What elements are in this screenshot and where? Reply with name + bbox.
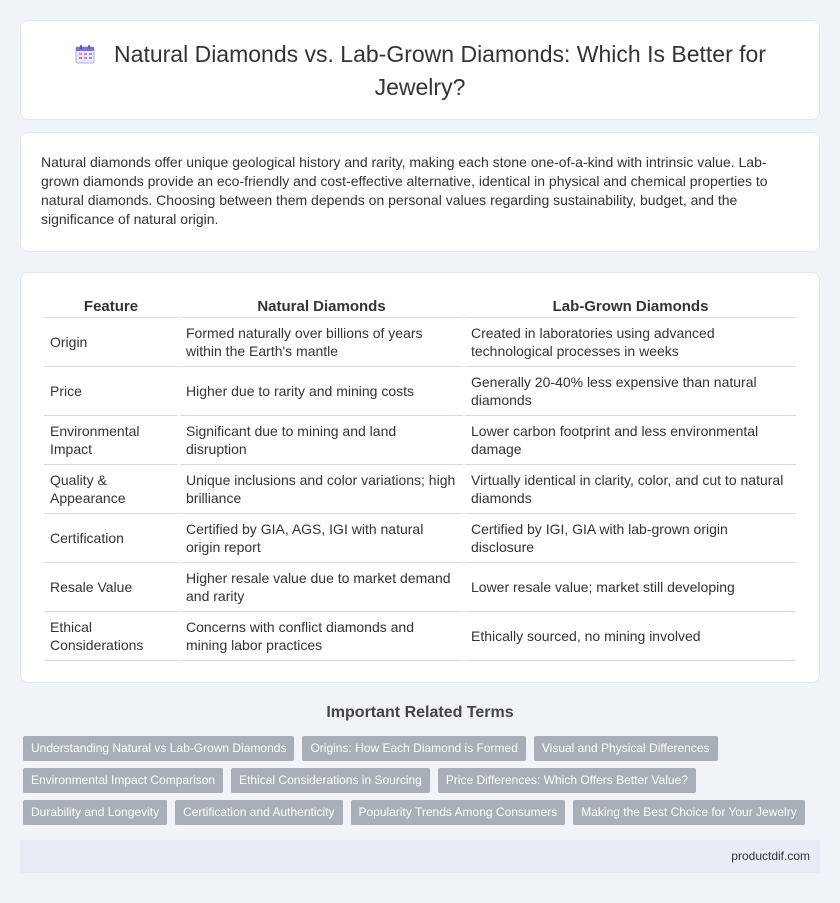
page-title xyxy=(51,39,789,102)
row-lab-grown: Generally 20-40% less expensive than natural diamonds xyxy=(465,367,796,416)
row-feature: Price xyxy=(44,367,178,416)
row-natural: Concerns with conflict diamonds and mining labor practices xyxy=(180,612,463,661)
related-tags-row xyxy=(20,736,820,761)
related-tags-row xyxy=(20,768,820,793)
related-tag[interactable]: Environmental Impact Comparison xyxy=(23,768,223,793)
related-tag[interactable]: Ethical Considerations in Sourcing xyxy=(231,768,430,793)
row-natural: Higher due to rarity and mining costs xyxy=(180,367,463,416)
footer xyxy=(20,840,820,873)
row-feature: Origin xyxy=(44,318,178,367)
summary-text: Natural diamonds offer unique geological history and rarity, making each stone one-of-a-kind with intrinsic value. Lab-grown diamonds provide an eco-friendly and cost-effective alternative, identical in physical and chemical properties to natural diamonds. Choosing between them depends on personal values regarding sustainability, budget, and the significance of natural origin. xyxy=(41,154,768,227)
table-row xyxy=(44,514,796,563)
row-feature: Certification xyxy=(44,514,178,563)
title-card xyxy=(20,20,820,120)
comparison-table-card xyxy=(20,272,820,683)
row-feature: Ethical Considerations xyxy=(44,612,178,661)
table-row xyxy=(44,416,796,465)
table-row xyxy=(44,465,796,514)
row-feature: Environmental Impact xyxy=(44,416,178,465)
row-lab-grown: Lower carbon footprint and less environmental damage xyxy=(465,416,796,465)
table-row xyxy=(44,612,796,661)
related-tag[interactable]: Making the Best Choice for Your Jewelry xyxy=(573,800,804,825)
table-row xyxy=(44,367,796,416)
row-lab-grown: Ethically sourced, no mining involved xyxy=(465,612,796,661)
related-tag[interactable]: Price Differences: Which Offers Better Value? xyxy=(438,768,696,793)
header-lab-grown: Lab-Grown Diamonds xyxy=(465,295,796,318)
related-terms-heading: Important Related Terms xyxy=(326,704,514,721)
related-tag[interactable]: Popularity Trends Among Consumers xyxy=(351,800,566,825)
row-natural: Unique inclusions and color variations; high brilliance xyxy=(180,465,463,514)
row-natural: Significant due to mining and land disruption xyxy=(180,416,463,465)
table-header-row xyxy=(44,295,796,318)
header-natural: Natural Diamonds xyxy=(180,295,463,318)
related-tag[interactable]: Origins: How Each Diamond is Formed xyxy=(302,736,525,761)
footer-site[interactable]: productdif.com xyxy=(731,849,810,863)
row-natural: Formed naturally over billions of years within the Earth's mantle xyxy=(180,318,463,367)
comparison-table xyxy=(42,295,798,661)
row-lab-grown: Certified by IGI, GIA with lab-grown origin disclosure xyxy=(465,514,796,563)
row-feature: Resale Value xyxy=(44,563,178,612)
related-tag[interactable]: Understanding Natural vs Lab-Grown Diamonds xyxy=(23,736,294,761)
related-tag[interactable]: Certification and Authenticity xyxy=(175,800,342,825)
row-natural: Certified by GIA, AGS, IGI with natural origin report xyxy=(180,514,463,563)
row-feature: Quality & Appearance xyxy=(44,465,178,514)
calendar-icon xyxy=(74,42,96,72)
related-tag[interactable]: Visual and Physical Differences xyxy=(534,736,718,761)
related-tags-row xyxy=(20,800,820,825)
row-natural: Higher resale value due to market demand and rarity xyxy=(180,563,463,612)
row-lab-grown: Lower resale value; market still developing xyxy=(465,563,796,612)
page-title-text: Natural Diamonds vs. Lab-Grown Diamonds: Which Is Better for Jewelry? xyxy=(114,40,766,100)
header-feature: Feature xyxy=(44,295,178,318)
table-row xyxy=(44,563,796,612)
row-lab-grown: Created in laboratories using advanced technological processes in weeks xyxy=(465,318,796,367)
table-row xyxy=(44,318,796,367)
row-lab-grown: Virtually identical in clarity, color, and cut to natural diamonds xyxy=(465,465,796,514)
related-tag[interactable]: Durability and Longevity xyxy=(23,800,167,825)
summary-card xyxy=(20,132,820,252)
